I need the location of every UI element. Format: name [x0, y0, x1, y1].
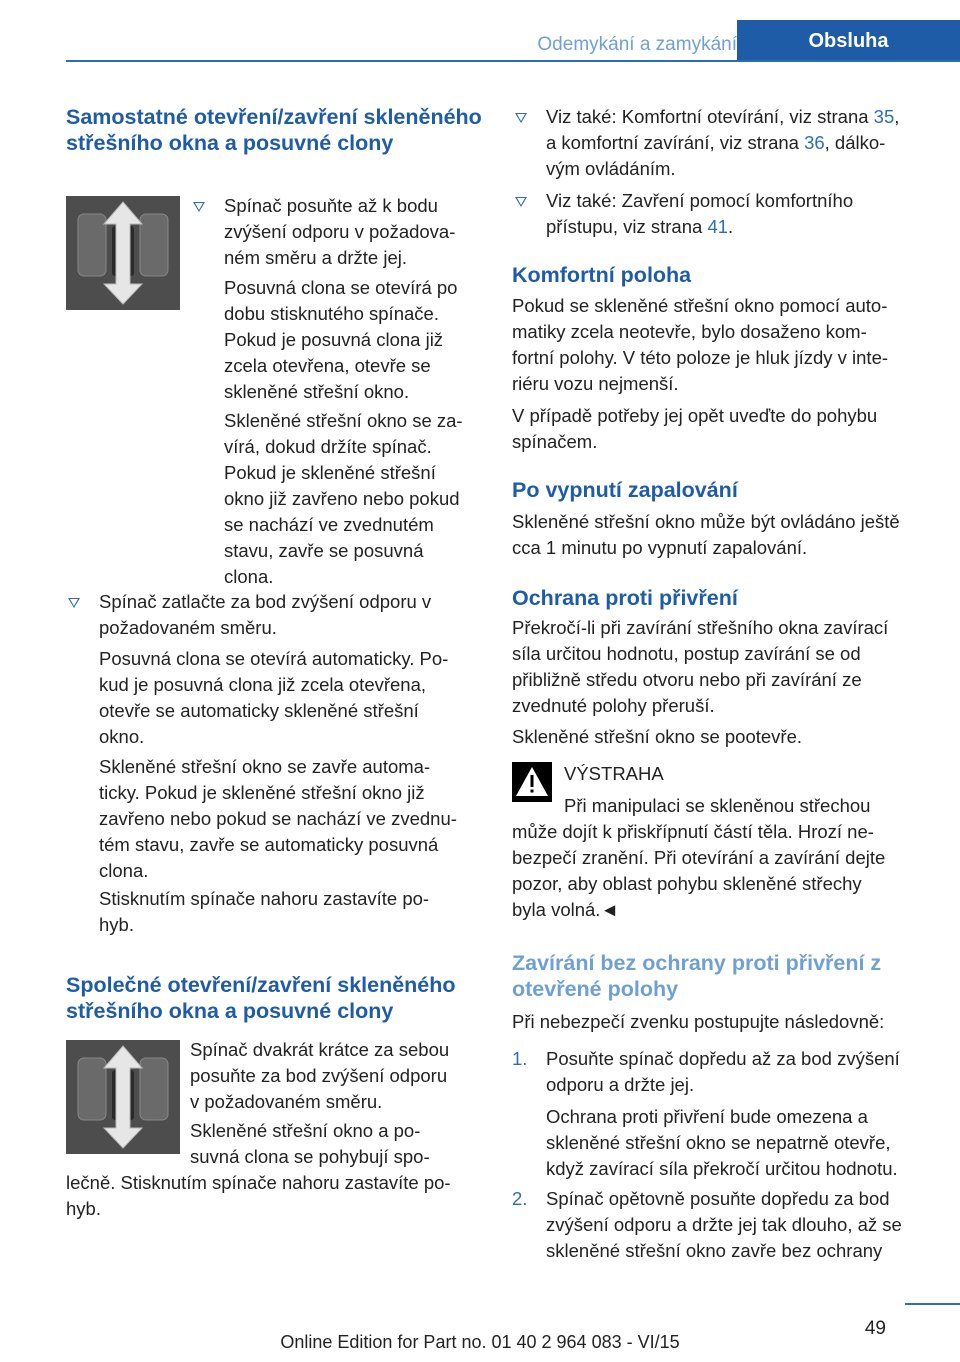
bullet-1-para-3: Skleněné střešní okno se za‐ vírá, dokud držíte spínač. Pokud je skleněné střešní okno již zavřeno nebo pokud se nachází ve zvednutém stavu, zavře se posuvná clona. [224, 410, 463, 587]
step-1-para-2: Ochrana proti přivření bude omezena a skleněné střešní okno se nepatrně otevře, když zavírací síla překročí určitou hodnotu. [546, 1106, 898, 1179]
bullet-triangle-icon [515, 197, 527, 209]
comfort-para-2: V případě potřeby jej opět uveďte do pohybu spínačem. [512, 405, 878, 452]
header-rule [66, 60, 960, 62]
step-number-2: 2. [512, 1188, 528, 1209]
bullet-2-para-2: Posuvná clona se otevírá automaticky. Po‐ kud je posuvná clona již zcela otevřena, otevře se automaticky skleněné střešní okno. [99, 648, 449, 747]
bullet-triangle-icon [68, 598, 80, 610]
pinch-para-2: Skleněné střešní okno se pootevře. [512, 726, 803, 747]
heading-pinch-protection: Ochrana proti přivření [512, 586, 738, 610]
common-para-2-cont: lečně. Stisknutím spínače nahoru zastavíte po‐ hyb. [66, 1172, 451, 1219]
bullet-triangle-icon [193, 202, 205, 214]
comfort-para-1: Pokud se skleněné střešní okno pomocí auto‐ matiky zcela neotevře, bylo dosaženo kom‐ fortní polohy. V této poloze je hluk jízdy v inte‐ riéru vozu nejmenší. [512, 295, 889, 394]
bullet-1-text: Spínač posuňte až k bodu zvýšení odporu v požadova‐ ném směru a držte jej. [224, 195, 456, 268]
heading-common-open: Společné otevření/zavření skleněného střešního okna a posuvné clony [66, 973, 456, 1023]
switch-illustration-1 [66, 196, 180, 310]
switch-illustration-2 [66, 1040, 180, 1154]
warning-body: může dojít k přiskřípnutí částí těla. Hrozí ne‐ bezpečí zranění. Při otevírání a zavírání dejte pozor, aby oblast pohybu skleněné střechy byla volná.◄ [512, 821, 886, 920]
page-number: 49 [864, 1318, 886, 1339]
heading-comfort-position: Komfortní poloha [512, 263, 692, 287]
footer-edition: Online Edition for Part no. 01 40 2 964 083 - VI/15 [280, 1332, 680, 1352]
step-2-text: Spínač opětovně posuňte dopředu za bod zvýšení odporu a držte jej tak dlouho, až se skleněné střešní okno zavře bez ochrany [546, 1188, 902, 1261]
heading-ignition-off: Po vypnutí zapalování [512, 478, 738, 502]
header-chapter-tab: Obsluha [737, 20, 960, 62]
header-section-title: Odemykání a zamykání [537, 34, 737, 55]
warning-icon [512, 762, 552, 802]
close-intro: Při nebezpečí zvenku postupujte následovně: [512, 1011, 885, 1032]
page-ref-35[interactable]: 35 [873, 106, 895, 127]
see-also-1: Viz také: Komfortní otevírání, viz strana 35, a komfortní zavírání, viz strana 36, dálko‐ vým ovládáním. [546, 106, 900, 179]
bullet-triangle-icon [515, 113, 527, 125]
page-ref-41[interactable]: 41 [707, 216, 729, 237]
step-number-1: 1. [512, 1048, 528, 1069]
footer-rule [905, 1303, 960, 1305]
see-also-2: Viz také: Zavření pomocí komfortního přístupu, viz strana 41. [546, 190, 854, 237]
ignition-para: Skleněné střešní okno může být ovládáno ještě cca 1 minutu po vypnutí zapalování. [512, 511, 900, 558]
heading-separate-open: Samostatné otevření/zavření skleněného střešního okna a posuvné clony [66, 105, 482, 155]
bullet-2-para-3: Skleněné střešní okno se zavře automa‐ ticky. Pokud je skleněné střešní okno již zavřeno nebo pokud se nachází ve zvednu‐ tém stavu, zavře se automaticky posuvná clona. [99, 756, 457, 881]
page-ref-36[interactable]: 36 [804, 132, 825, 153]
bullet-2-para-4: Stisknutím spínače nahoru zastavíte po‐ hyb. [99, 888, 430, 935]
warning-title: VÝSTRAHA [564, 763, 664, 784]
page-header [0, 0, 960, 62]
bullet-1-para-2: Posuvná clona se otevírá po dobu stisknutého spínače. Pokud je posuvná clona již zcela otevřena, otevře se skleněné střešní okno. [224, 277, 458, 402]
pinch-para-1: Překročí-li při zavírání střešního okna zavírací síla určitou hodnotu, postup zavírání se od přibližně středu otvoru nebo při zavírání ze zvednuté polohy přeruší. [512, 617, 889, 716]
step-1-text: Posuňte spínač dopředu až za bod zvýšení odporu a držte jej. [546, 1048, 900, 1095]
warning-line-1: Při manipulaci se skleněnou střechou [564, 795, 871, 816]
heading-close-without-protection: Zavírání bez ochrany proti přivření z otevřené polohy [512, 951, 882, 1001]
bullet-2-text: Spínač zatlačte za bod zvýšení odporu v požadovaném směru. [99, 591, 432, 638]
common-para-2: Skleněné střešní okno a po‐ suvná clona se pohybují spo‐ [190, 1120, 430, 1167]
common-para-1: Spínač dvakrát krátce za sebou posuňte za bod zvýšení odporu v požadovaném směru. [190, 1039, 450, 1112]
